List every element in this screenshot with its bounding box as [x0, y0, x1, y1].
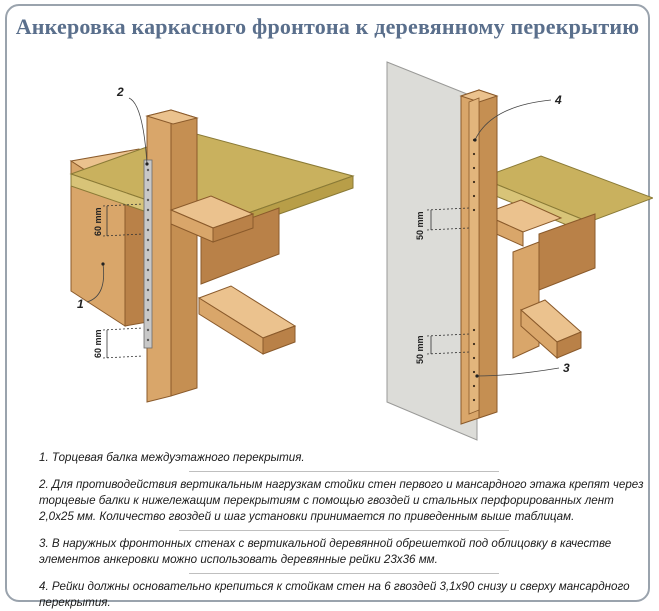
right-joist	[539, 214, 595, 290]
divider	[189, 573, 499, 574]
note-2: 2. Для противодействия вертикальным нагрузкам стойки стен первого и мансардного этажа крепят через торцевые балки к нижележащим перекрытиям с помощью гвоздей и стальных перфорированных лент 2,0х25 мм. Количество гвоздей и шаг установки принимается по приведенным выше таблицам.	[39, 478, 644, 523]
divider	[189, 471, 499, 472]
anchoring-illustration	[21, 46, 653, 442]
right-joist-front	[513, 242, 539, 358]
left-detail	[71, 85, 353, 402]
page-title: Анкеровка каркасного фронтона к деревянному перекрытию	[15, 14, 640, 39]
notes-list	[39, 450, 649, 611]
figure-frame	[5, 4, 650, 609]
left-dim-upper-label: 60 mm	[93, 207, 103, 236]
right-dim-upper-label: 50 mm	[415, 211, 425, 240]
callout-2: 2	[117, 85, 124, 99]
left-dim-lower-label: 60 mm	[93, 329, 103, 358]
left-steel-strap	[144, 160, 152, 348]
right-detail	[387, 62, 653, 440]
right-wooden-batten	[469, 98, 479, 414]
right-dim-lower-label: 50 mm	[415, 335, 425, 364]
note-3: 3. В наружных фронтонных стенах с вертикальной деревянной обрешеткой под облицовку в качестве элементов анкеровки можно использовать деревянные рейки 23х36 мм.	[39, 537, 612, 566]
left-stud-side	[171, 110, 197, 396]
note-4: 4. Рейки должны основательно крепиться к стойкам стен на 6 гвоздей 3,1х90 снизу и сверху мансардного перекрытия.	[39, 580, 630, 609]
callout-4: 4	[555, 93, 562, 107]
divider	[179, 530, 509, 531]
callout-1: 1	[77, 297, 84, 311]
right-stud-side	[479, 90, 497, 418]
callout-3: 3	[563, 361, 570, 375]
note-1: 1. Торцевая балка междуэтажного перекрытия.	[39, 451, 305, 464]
